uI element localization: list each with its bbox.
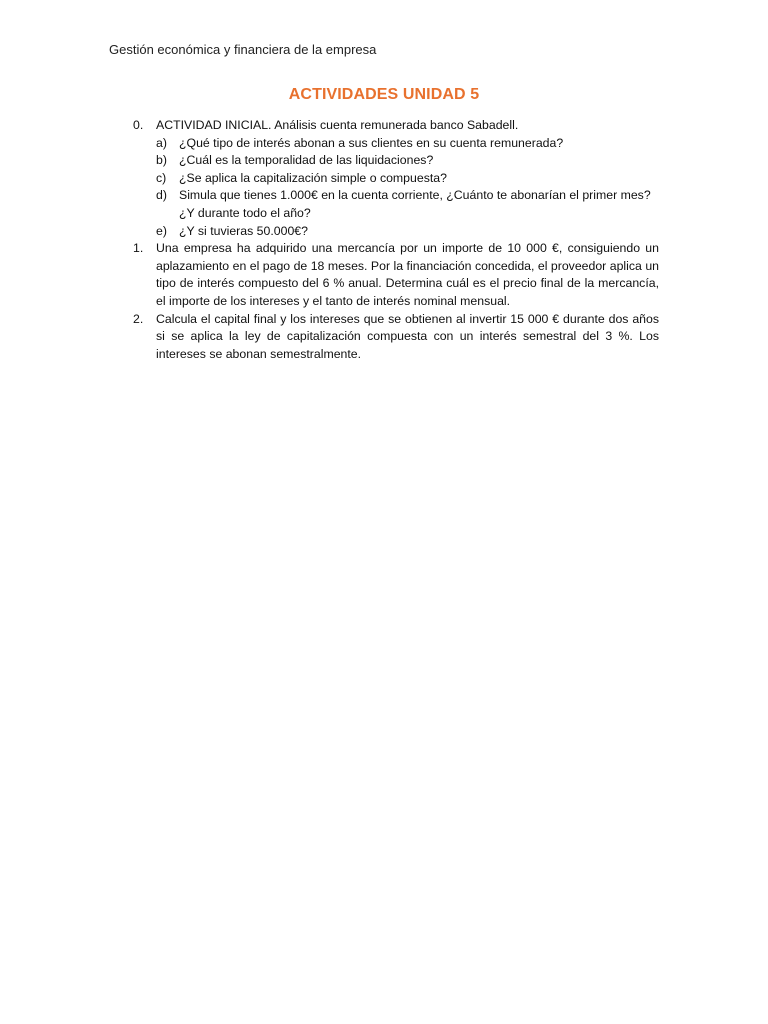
subitem-text: ¿Y si tuvieras 50.000€? [179, 223, 308, 238]
subitem-letter: b) [156, 153, 167, 168]
subitem-b [156, 152, 659, 170]
subitem-d [156, 187, 659, 222]
subitem-c [156, 170, 659, 188]
subitem-letter: a) [156, 135, 167, 150]
subitem-e [156, 223, 659, 241]
item-number: 2. [133, 311, 144, 326]
page-header: Gestión económica y financiera de la empresa [109, 42, 377, 57]
subitem-text: ¿Se aplica la capitalización simple o compuesta? [179, 170, 447, 185]
subitem-text: ¿Cuál es la temporalidad de las liquidaciones? [179, 153, 434, 168]
subitem-list [156, 135, 659, 241]
item-number: 1. [133, 241, 144, 256]
activity-item-1 [131, 240, 659, 310]
item-number: 0. [133, 118, 144, 132]
item-text: ACTIVIDAD INICIAL. Análisis cuenta remunerada banco Sabadell. [156, 118, 519, 132]
subitem-text: ¿Qué tipo de interés abonan a sus clientes en su cuenta remunerada? [179, 135, 564, 150]
activity-item-2 [131, 311, 659, 364]
activity-list [131, 117, 659, 363]
subitem-text: Simula que tienes 1.000€ en la cuenta corriente, ¿Cuánto te abonarían el primer mes? ¿Y durante todo el año? [179, 188, 651, 220]
subitem-a [156, 135, 659, 153]
item-text: Calcula el capital final y los intereses que se obtienen al invertir 15 000 € durante dos años si se aplica la ley de capitalización compuesta con un interés semestral del 3 %. Los intereses se abonan semestralmente. [156, 311, 659, 361]
item-text: Una empresa ha adquirido una mercancía por un importe de 10 000 €, consiguiendo un aplazamiento en el pago de 18 meses. Por la financiación concedida, el proveedor aplica un tipo de interés compuesto del 6 % anual. Determina cuál es el precio final de la mercancía, el importe de los intereses y el tanto de interés nominal mensual. [156, 241, 659, 308]
activity-item-0 [131, 117, 659, 240]
subitem-letter: c) [156, 170, 167, 185]
subitem-letter: e) [156, 223, 167, 238]
page-title: ACTIVIDADES UNIDAD 5 [288, 86, 480, 103]
subitem-letter: d) [156, 188, 167, 203]
